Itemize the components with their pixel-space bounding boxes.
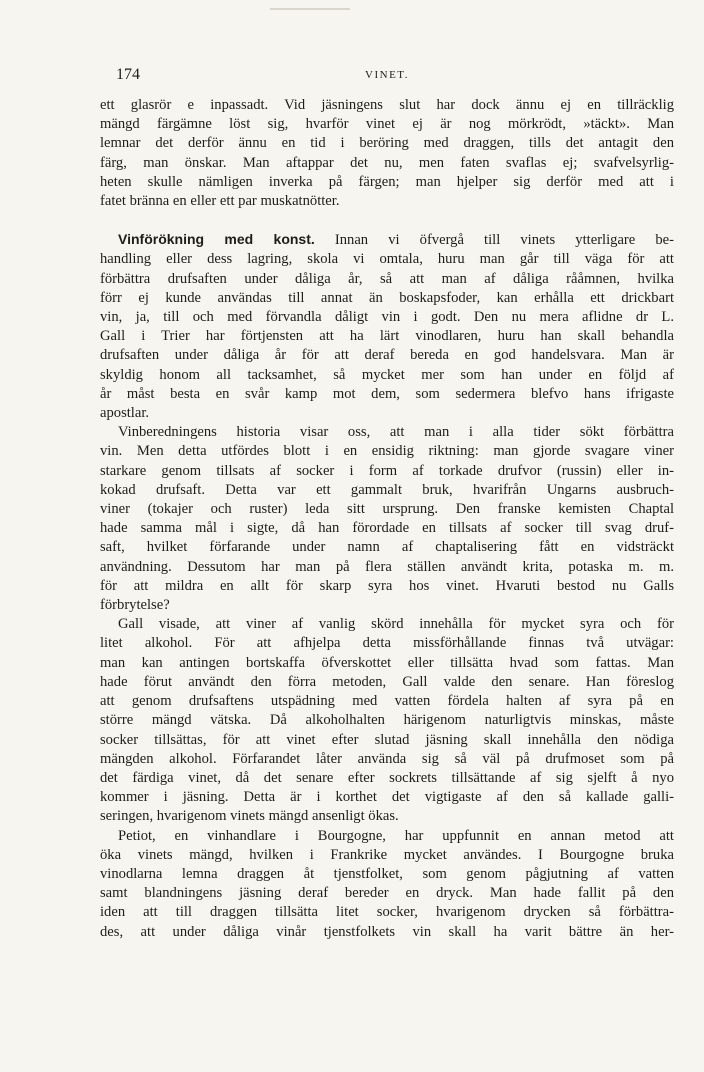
paragraph-2 [100,423,674,615]
text-line: det färdiga vinet, då det senare efter sockrets tillsättande af sig sjelft å nyo [100,769,674,786]
running-head: VINET. [365,69,409,81]
text-line: mängden alkohol. Förfarandet låter använda sig så väl på drufmoset som på [100,750,674,767]
text-line: drufsaften under dåliga år för att deraf bereda en god handelsvara. Man är [100,347,674,364]
text-line: vinodlarna lemna draggen åt tjenstfolket, som genom pågjutning af vatten [100,865,674,882]
text-line: mängd färgämne löst sig, hvarför vinet ej är nog mörkrödt, »täckt». Man [100,116,674,133]
paragraph-section [100,230,674,423]
text-line: förbättra drufsaften under dåliga år, så att man af dåliga rååmnen, hvilka [100,270,674,287]
text-line: större mängd vätska. Då alkoholhalten härigenom naturligtvis minskas, måste [100,712,674,729]
text-line: litet alkohol. För att afhjelpa detta missförhållande finnas två utvägar: [100,635,674,652]
text-line: Petiot, en vinhandlare i Bourgogne, har uppfunnit en annan metod att [118,827,674,844]
text-line: vin. Men detta utfördes blott i en ensidig riktning: man gjorde svagare viner [100,443,674,460]
text-line: heten skulle nämligen inverka på färgen; man hjelper sig derför med att i [100,173,674,190]
text-line: saft, hvilket förfarande under namn af chaptalisering fått en vidsträckt [100,539,674,556]
paragraph-1 [100,96,674,211]
text-line: hade förut användt den förra metoden, Gall valde den senare. Han föreslog [100,673,674,690]
body-text [100,96,674,942]
text-line: för att mildra en allt för skarp syra hos vinet. Hvaruti bestod nu Galls [100,577,674,594]
text-line: lemnar det derför ännu en tid i beröring med draggen, tills det antagit den [100,135,674,152]
section-heading: Vinförökning med konst. [118,231,315,248]
text-line: färg, man önskar. Man aftappar det nu, men faten svaflas ej; svafvelsyrlig- [100,154,674,171]
paragraph-4 [100,827,674,942]
text-line: förbrytelse? [100,597,170,614]
text-line: seringen, hvarigenom vinets mängd ansenligt ökas. [100,808,399,825]
text-line: förr ej kunde användas till annat än boskapsfoder, kan erhålla ett drickbart [100,289,674,306]
text-line: användning. Dessutom har man på flera ställen användt krita, potaska m. m. [100,558,674,575]
text-line: skyldig honom all tacksamhet, så mycket mer som han under en följd af [100,366,674,383]
text-line: apostlar. [100,405,150,422]
text-line: Gall i Trier har förtjensten att ha lärt vinodlaren, huru han skall behandla [100,328,674,345]
text-line: socker tillsättas, för att vinet efter slutad jäsning skall innehålla den nödiga [100,731,674,748]
text-line: att genom drufsaftens utspädning med vatten fördela halten af syra på en [100,693,674,710]
text-line [100,230,674,250]
text-line: handling eller dess lagring, skola vi omtala, huru man går till väga för att [100,251,674,268]
text-line: öka vinets mängd, hvilken i Frankrike mycket användes. I Bourgogne bruka [100,846,674,863]
text-line: kommer i jäsning. Detta är i korthet det vigtigaste af den så kallade galli- [100,789,674,806]
page-header [100,66,674,88]
text-line: kokad drufsaft. Detta var ett gammalt bruk, hvarifrån Ungarns ausbruch- [100,481,674,498]
text-line: fatet bränna en eller ett par muskatnötter. [100,193,340,210]
text-line: samt blandningens jäsning deraf bereder en dryck. Man hade fallit på den [100,885,674,902]
text-line: man kan antingen bortskaffa öfverskottet eller tillsätta hvad som fattas. Man [100,654,674,671]
section-first-line: Innan vi öfvergå till vinets ytterligare be- [334,232,674,249]
text-line: starkare genom tillsats af socker i form af torkade drufvor (russin) eller in- [100,462,674,479]
page-number: 174 [116,66,140,83]
text-line: iden att till draggen tillsätta litet socker, hvarigenom drycken så förbättra- [100,904,674,921]
text-line: hade samma mål i sigte, då han förordade en tillsats af socker till svag druf- [100,520,674,537]
paragraph-3 [100,615,674,826]
text-line: Vinberedningens historia visar oss, att man i alla tider sökt förbättra [118,424,674,441]
text-line: ett glasrör e inpassadt. Vid jäsningens slut har dock ännu ej en tillräcklig [100,97,674,113]
text-line: viner (tokajer och ruster) leda sitt ursprung. Den franske kemisten Chaptal [100,501,674,518]
text-line: år måst besta en svår kamp mot dem, som sedermera blefvo hans ifrigaste [100,385,674,402]
text-line: Gall visade, att viner af vanlig skörd innehålla för mycket syra och för [118,616,674,633]
text-line: des, att under dåliga vinår tjenstfolkets vin skall ha varit bättre än her- [100,923,674,940]
scan-mark [270,8,350,10]
text-line: vin, ja, till och med förvandla dåligt vin i godt. Den nu mera aflidne dr L. [100,309,674,326]
